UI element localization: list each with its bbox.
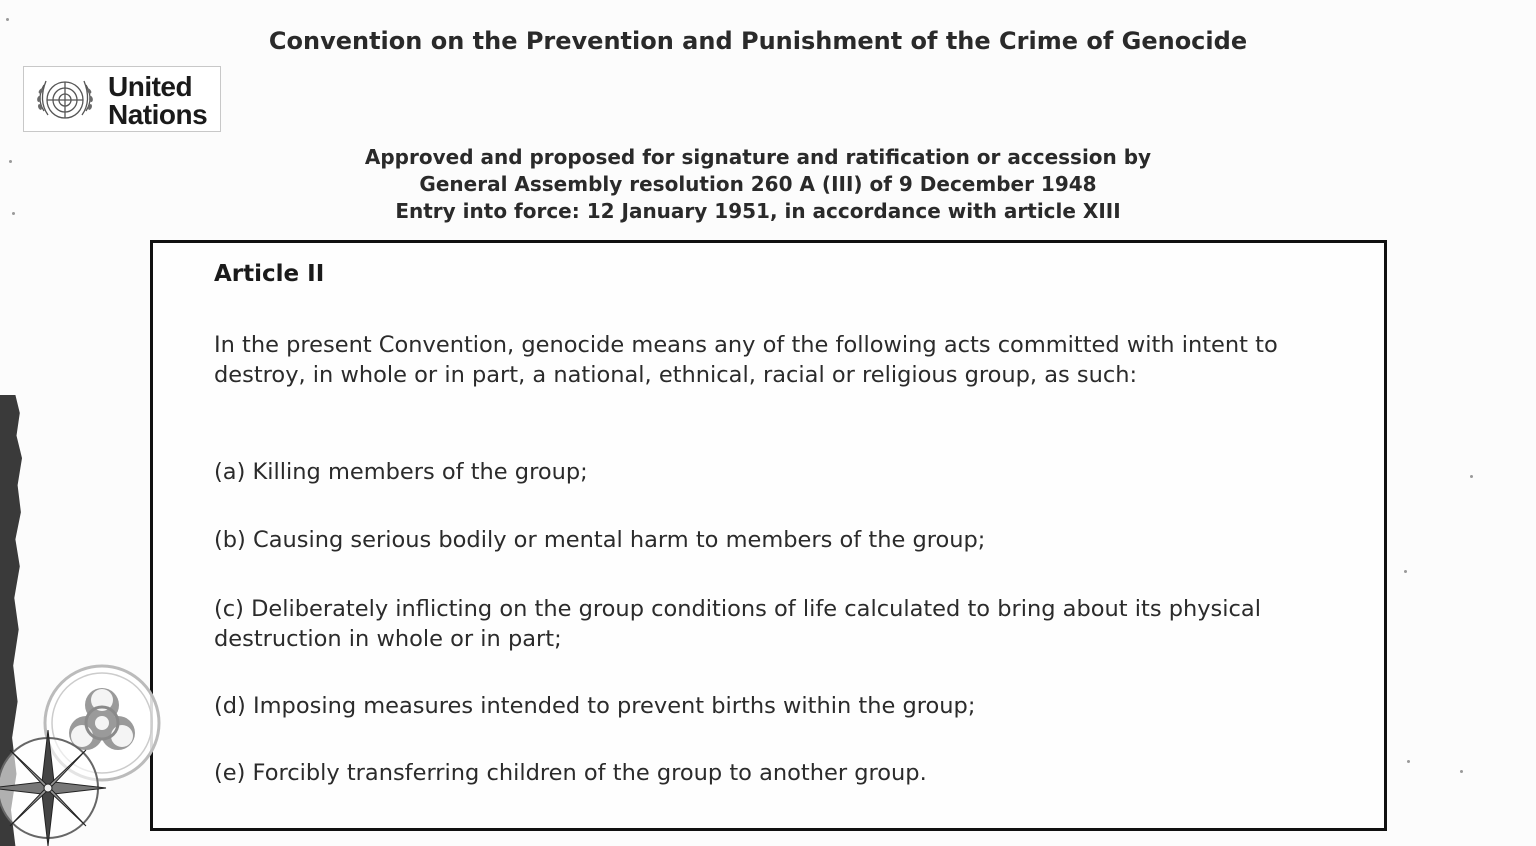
logo-line-1: United [108,71,193,102]
document-title: Convention on the Prevention and Punishment of the Crime of Genocide [268,27,1248,55]
speckle-dot [6,18,9,21]
subtitle-line: Entry into force: 12 January 1951, in accordance with article XIII [395,199,1121,223]
compass-rose-icon [0,728,118,846]
speckle-dot [1404,570,1407,573]
un-wordmark [108,73,207,129]
un-logo [23,66,221,132]
subtitle-line: General Assembly resolution 260 A (III) of 9 December 1948 [419,172,1097,196]
logo-line-2: Nations [108,99,208,130]
speckle-dot [1460,770,1463,773]
article-item-d: (d) Imposing measures intended to prevent births within the group; [214,693,976,719]
article-box [150,240,1387,831]
subtitle-line: Approved and proposed for signature and ratification or accession by [364,145,1152,169]
speckle-dot [12,212,15,215]
un-emblem-icon [30,71,100,129]
article-heading: Article II [214,261,325,287]
article-intro: In the present Convention, genocide means any of the following acts committed with intent to destroy, in whole or in part, a national, ethnical, racial or religious group, as such: [214,332,1278,388]
article-item-a: (a) Killing members of the group; [214,459,588,485]
speckle-dot [9,160,12,163]
speckle-dot [1470,475,1473,478]
speckle-dot [1407,760,1410,763]
article-item-b: (b) Causing serious bodily or mental harm to members of the group; [214,527,986,553]
article-item-c: (c) Deliberately inflicting on the group conditions of life calculated to bring about its physical destruction in whole or in part; [214,596,1261,652]
document-subtitle [230,144,1286,225]
article-item-e: (e) Forcibly transferring children of the group to another group. [214,760,927,786]
